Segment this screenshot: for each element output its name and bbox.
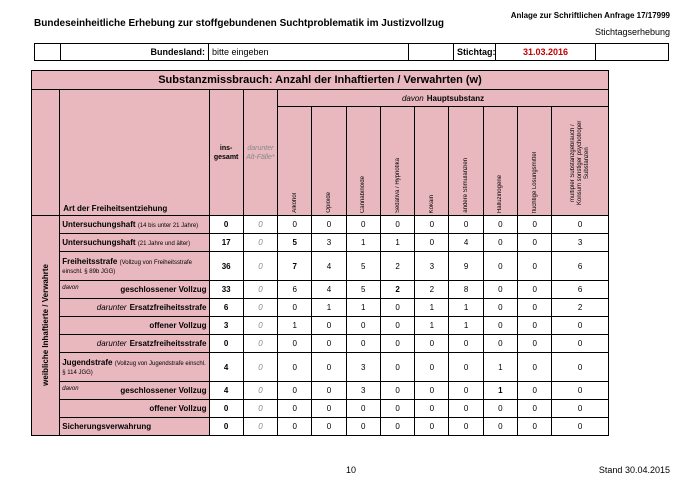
cell-value[interactable]: 0 — [278, 216, 312, 234]
cell-value[interactable]: 0 — [449, 353, 483, 382]
cell-value[interactable]: 0 — [380, 353, 414, 382]
cell-value[interactable]: 3 — [312, 234, 346, 252]
row-label-text: geschlossener Vollzug — [120, 285, 207, 294]
row-label — [60, 234, 209, 252]
cell-value[interactable]: 0 — [312, 335, 346, 353]
side-header-spacer — [32, 90, 60, 216]
cell-value[interactable]: 0 — [278, 400, 312, 418]
cell-value[interactable]: 0 — [380, 216, 414, 234]
cell-value[interactable]: 0 — [312, 216, 346, 234]
cell-value[interactable]: 0 — [518, 418, 552, 436]
substance-header — [380, 107, 414, 216]
cell-value[interactable]: 0 — [483, 216, 517, 234]
cell-value[interactable]: 9 — [449, 252, 483, 281]
main-table-container — [31, 70, 609, 436]
cell-alt[interactable]: 0 — [243, 400, 277, 418]
cell-value[interactable]: 0 — [312, 400, 346, 418]
cell-value[interactable]: 1 — [346, 234, 380, 252]
cell-value[interactable]: 0 — [415, 216, 449, 234]
cell-value[interactable]: 3 — [415, 252, 449, 281]
cell-value[interactable]: 1 — [449, 299, 483, 317]
table-row — [32, 299, 609, 317]
cell-alt[interactable]: 0 — [243, 216, 277, 234]
cell-value[interactable]: 0 — [278, 382, 312, 400]
cell-alt[interactable]: 0 — [243, 234, 277, 252]
row-label-text: Untersuchungshaft — [62, 220, 136, 229]
table-row — [32, 400, 609, 418]
cell-value[interactable]: 0 — [380, 418, 414, 436]
cell-total[interactable]: 0 — [209, 400, 243, 418]
header-spacer — [35, 44, 61, 61]
cell-total[interactable]: 17 — [209, 234, 243, 252]
cell-value[interactable]: 0 — [346, 418, 380, 436]
row-prefix: davon — [62, 285, 79, 291]
cell-value[interactable]: 0 — [552, 418, 609, 436]
cell-value[interactable]: 0 — [380, 335, 414, 353]
substance-header — [483, 107, 517, 216]
cell-value[interactable]: 0 — [449, 382, 483, 400]
cell-value[interactable]: 1 — [380, 234, 414, 252]
survey-type: Stichtagserhebung — [594, 27, 670, 37]
cell-value[interactable]: 4 — [312, 252, 346, 281]
cell-value[interactable]: 1 — [346, 299, 380, 317]
col-alt-header: darunter Alt-Fälle* — [243, 90, 277, 216]
substance-label: Alkohol — [291, 193, 298, 213]
stand-date: Stand 30.04.2015 — [598, 465, 670, 475]
cell-value[interactable]: 1 — [278, 317, 312, 335]
cell-alt[interactable]: 0 — [243, 281, 277, 299]
table-row — [32, 382, 609, 400]
cell-value[interactable]: 0 — [415, 382, 449, 400]
cell-value[interactable]: 0 — [483, 234, 517, 252]
cell-value[interactable]: 0 — [312, 418, 346, 436]
row-note: (Vollzug von Freiheitsstrafe einschl. § 89b JGG) — [62, 260, 192, 275]
cell-value[interactable]: 0 — [278, 418, 312, 436]
row-label — [60, 418, 209, 436]
substance-label: Opioide — [325, 192, 332, 213]
cell-value[interactable]: 0 — [552, 382, 609, 400]
cell-value[interactable]: 1 — [312, 299, 346, 317]
table-row — [32, 216, 609, 234]
cell-value[interactable]: 1 — [483, 353, 517, 382]
cell-value[interactable]: 1 — [449, 317, 483, 335]
davon-prefix: davon — [401, 93, 424, 103]
cell-value[interactable]: 0 — [449, 400, 483, 418]
cell-value[interactable]: 0 — [483, 281, 517, 299]
row-note: (Vollzug von Jugendstrafe einschl. § 114 JGG) — [62, 361, 206, 376]
substance-label: andere Stimulanzien — [463, 158, 470, 213]
row-label-text: Freiheitsstrafe — [62, 257, 118, 266]
col-total-header: ins-gesamt — [209, 90, 243, 216]
cell-value[interactable]: 0 — [518, 234, 552, 252]
row-label-text: offener Vollzug — [149, 321, 207, 330]
cell-value[interactable]: 3 — [346, 353, 380, 382]
cell-value[interactable]: 0 — [518, 335, 552, 353]
substance-header — [449, 107, 483, 216]
cell-value[interactable]: 0 — [380, 382, 414, 400]
cell-value[interactable]: 6 — [552, 281, 609, 299]
cell-value[interactable]: 0 — [518, 252, 552, 281]
header-spacer-3 — [596, 44, 669, 61]
cell-value[interactable]: 0 — [380, 400, 414, 418]
row-label-text: geschlossener Vollzug — [120, 386, 207, 395]
table-row — [32, 281, 609, 299]
substance-label: Sedativa / Hypnotika — [394, 157, 401, 213]
cell-value[interactable]: 6 — [278, 281, 312, 299]
substance-table — [31, 70, 609, 436]
cell-value[interactable]: 0 — [278, 353, 312, 382]
row-label-text: Ersatzfreiheitsstrafe — [129, 303, 207, 312]
cell-value[interactable]: 0 — [483, 418, 517, 436]
row-prefix: darunter — [96, 303, 127, 312]
bundesland-input[interactable]: bitte eingeben — [209, 44, 409, 61]
substance-header — [415, 107, 449, 216]
cell-total[interactable]: 4 — [209, 382, 243, 400]
davon-label: Hauptsubstanz — [426, 93, 485, 103]
cell-alt[interactable]: 0 — [243, 382, 277, 400]
substance-header — [312, 107, 346, 216]
row-label — [60, 335, 209, 353]
cell-value[interactable]: 1 — [415, 299, 449, 317]
substance-header — [518, 107, 552, 216]
cell-total[interactable]: 36 — [209, 252, 243, 281]
substance-header — [278, 107, 312, 216]
cell-total[interactable]: 3 — [209, 317, 243, 335]
cell-total[interactable]: 0 — [209, 418, 243, 436]
cell-value[interactable]: 0 — [518, 382, 552, 400]
cell-value[interactable]: 4 — [449, 234, 483, 252]
cell-value[interactable]: 0 — [415, 418, 449, 436]
row-note: (21 Jahre und älter) — [137, 241, 191, 247]
cell-value[interactable]: 0 — [346, 317, 380, 335]
cell-value[interactable]: 0 — [449, 418, 483, 436]
cell-value[interactable]: 2 — [415, 281, 449, 299]
row-label — [60, 400, 209, 418]
cell-value[interactable]: 0 — [312, 382, 346, 400]
table-row — [32, 317, 609, 335]
substance-label: Cannabinoide — [360, 175, 367, 213]
cell-value[interactable]: 0 — [312, 353, 346, 382]
cell-value[interactable]: 0 — [483, 299, 517, 317]
row-note: (14 bis unter 21 Jahre) — [137, 223, 199, 229]
substance-label: Halluzinogene — [497, 174, 504, 213]
cell-value[interactable]: 0 — [278, 335, 312, 353]
cell-value[interactable]: 0 — [380, 299, 414, 317]
cell-total[interactable]: 0 — [209, 335, 243, 353]
cell-value[interactable]: 3 — [552, 234, 609, 252]
cell-alt[interactable]: 0 — [243, 317, 277, 335]
header-spacer-2 — [409, 44, 454, 61]
row-label — [60, 252, 209, 281]
cell-value[interactable]: 1 — [415, 317, 449, 335]
table-row — [32, 353, 609, 382]
cell-total[interactable]: 6 — [209, 299, 243, 317]
row-label — [60, 382, 209, 400]
cell-value[interactable]: 0 — [552, 317, 609, 335]
cell-total[interactable]: 4 — [209, 353, 243, 382]
cell-value[interactable]: 0 — [518, 216, 552, 234]
cell-value[interactable]: 0 — [483, 335, 517, 353]
cell-value[interactable]: 0 — [415, 353, 449, 382]
table-title: Substanzmissbrauch: Anzahl der Inhaftierten / Verwahrten (w) — [32, 71, 609, 90]
cell-value[interactable]: 0 — [552, 353, 609, 382]
cell-total[interactable]: 33 — [209, 281, 243, 299]
cell-value[interactable]: 0 — [449, 216, 483, 234]
cell-value[interactable]: 0 — [312, 317, 346, 335]
cell-value[interactable]: 0 — [552, 400, 609, 418]
cell-value[interactable]: 0 — [415, 335, 449, 353]
row-label — [60, 299, 209, 317]
cell-value[interactable]: 0 — [518, 400, 552, 418]
cell-value[interactable]: 0 — [483, 252, 517, 281]
substance-label: Kokain — [428, 194, 435, 213]
cell-alt[interactable]: 0 — [243, 252, 277, 281]
cell-alt[interactable]: 0 — [243, 299, 277, 317]
cell-value[interactable]: 0 — [380, 317, 414, 335]
table-row — [32, 234, 609, 252]
document-title: Bundeseinheitliche Erhebung zur stoffgebundenen Suchtproblematik im Justizvollzug — [34, 18, 445, 29]
cell-value[interactable]: 5 — [278, 234, 312, 252]
cell-value[interactable]: 2 — [380, 252, 414, 281]
row-label — [60, 353, 209, 382]
row-label — [60, 317, 209, 335]
cell-alt[interactable]: 0 — [243, 418, 277, 436]
cell-value[interactable]: 0 — [415, 234, 449, 252]
cell-value[interactable]: 0 — [552, 335, 609, 353]
row-label-text: Jugendstrafe — [62, 358, 113, 367]
row-label-text: Untersuchungshaft — [62, 238, 136, 247]
stichtag-value[interactable]: 31.03.2016 — [496, 44, 596, 61]
table-row — [32, 418, 609, 436]
art-label: Art der Freiheitsentziehung — [60, 90, 209, 216]
cell-value[interactable]: 6 — [552, 252, 609, 281]
row-label — [60, 216, 209, 234]
cell-value[interactable]: 0 — [518, 299, 552, 317]
cell-value[interactable]: 0 — [518, 317, 552, 335]
cell-value[interactable]: 2 — [380, 281, 414, 299]
cell-value[interactable]: 0 — [483, 400, 517, 418]
cell-value[interactable]: 8 — [449, 281, 483, 299]
cell-value[interactable]: 0 — [518, 281, 552, 299]
row-prefix: darunter — [96, 339, 127, 348]
cell-value[interactable]: 0 — [346, 216, 380, 234]
cell-alt[interactable]: 0 — [243, 353, 277, 382]
substance-label: multipler Substanzgebrauch / Konsum sonstiger psychotroper Substanzen — [569, 120, 590, 206]
cell-value[interactable]: 1 — [483, 382, 517, 400]
cell-alt[interactable]: 0 — [243, 335, 277, 353]
table-row — [32, 252, 609, 281]
cell-value[interactable]: 2 — [552, 299, 609, 317]
bundesland-label: Bundesland: — [61, 44, 209, 61]
page-number: 10 — [346, 465, 357, 475]
side-label-text: weibliche Inhaftierte / Verwahrte — [41, 263, 51, 386]
row-label — [60, 281, 209, 299]
substance-header — [552, 107, 609, 216]
cell-value[interactable]: 7 — [278, 252, 312, 281]
cell-value[interactable]: 0 — [483, 317, 517, 335]
cell-value[interactable]: 0 — [449, 335, 483, 353]
cell-value[interactable]: 4 — [312, 281, 346, 299]
row-label-text: offener Vollzug — [149, 404, 207, 413]
stichtag-label: Stichtag: — [454, 44, 496, 61]
annex-reference: Anlage zur Schriftlichen Anfrage 17/17999 — [510, 11, 670, 20]
cell-value[interactable]: 3 — [346, 382, 380, 400]
cell-value[interactable]: 5 — [346, 252, 380, 281]
davon-header — [278, 90, 609, 107]
cell-value[interactable]: 0 — [346, 400, 380, 418]
cell-value[interactable]: 0 — [518, 353, 552, 382]
side-label — [32, 216, 60, 436]
row-prefix: davon — [62, 386, 79, 392]
cell-value[interactable]: 0 — [346, 335, 380, 353]
cell-value[interactable]: 0 — [278, 299, 312, 317]
cell-total[interactable]: 0 — [209, 216, 243, 234]
form-header — [34, 43, 668, 61]
cell-value[interactable]: 0 — [415, 400, 449, 418]
cell-value[interactable]: 5 — [346, 281, 380, 299]
cell-value[interactable]: 0 — [552, 216, 609, 234]
row-label-text: Ersatzfreiheitsstrafe — [129, 339, 207, 348]
table-row — [32, 335, 609, 353]
row-label-text: Sicherungsverwahrung — [62, 422, 152, 431]
substance-label: flüchtige Lösungsmittel — [531, 151, 538, 213]
substance-header — [346, 107, 380, 216]
